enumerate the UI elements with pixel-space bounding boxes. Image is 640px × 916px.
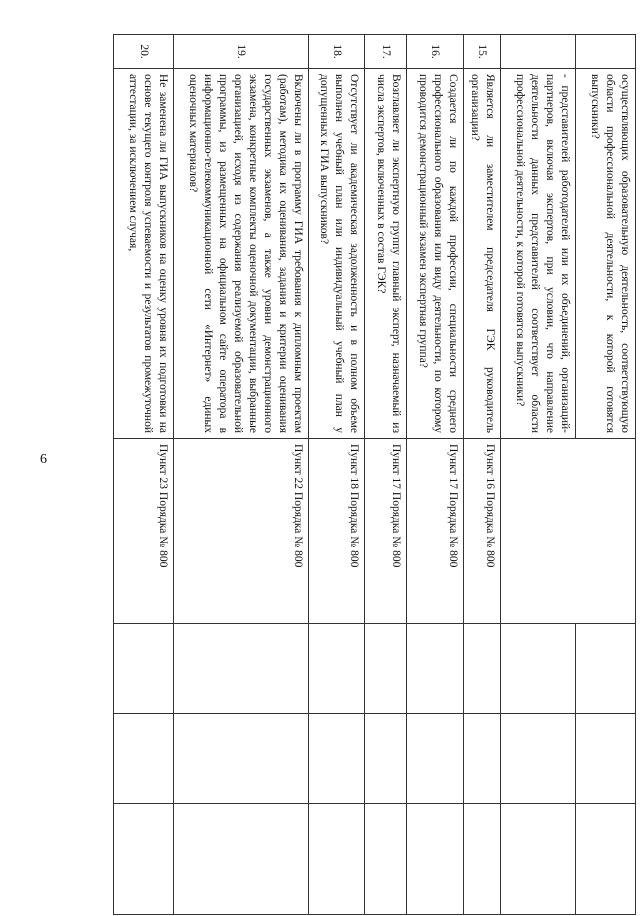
answer-yes-cell xyxy=(114,624,174,714)
row-number: 18. xyxy=(309,35,365,69)
reference-cell: Пункт 17 Порядка № 800 xyxy=(407,439,464,624)
answer-yes-cell xyxy=(501,624,576,714)
answer-yes-cell xyxy=(407,624,464,714)
notes-cell xyxy=(464,804,501,915)
row-number: 17. xyxy=(365,35,407,69)
table-row xyxy=(309,35,365,915)
answer-no-cell xyxy=(464,714,501,804)
rotated-table-wrapper xyxy=(80,34,636,914)
answer-no-cell xyxy=(114,714,174,804)
reference-cell: Пункт 22 Порядка № 800 xyxy=(174,439,309,624)
notes-cell xyxy=(501,804,576,915)
row-number: 16. xyxy=(407,35,464,69)
question-cell: - представителей работодателей или их объединений, организаций-партнеров, включая экспертов, при условии, что направление деятельности данных представителей соответствует области профессиональной деятельности, к которой готовятся выпускники? xyxy=(501,69,576,439)
question-cell: Является ли заместителем председателя ГЭК руководитель организации? xyxy=(464,69,501,439)
reference-cell: Пункт 16 Порядка № 800 xyxy=(464,439,501,624)
table-row xyxy=(114,35,174,915)
notes-cell xyxy=(365,804,407,915)
answer-yes-cell xyxy=(365,624,407,714)
row-number: 15. xyxy=(464,35,501,69)
notes-cell xyxy=(407,804,464,915)
answer-no-cell xyxy=(407,714,464,804)
answer-no-cell xyxy=(174,714,309,804)
checklist-table xyxy=(113,34,636,915)
question-cell: Включены ли в программу ГИА требования к дипломным проектам (работам), методика их оценивания, задания и критерии оценивания государственных экзаменов, а также уровни демонстрационного экзамена, конкретные комплекты оценочной документации, выбранные организацией, исходя из содержания реализуемой образовательной программы, из размещенных на официальном сайте оператора в информационно-телекоммуникационной сети «Интернет» единых оценочных материалов? xyxy=(174,69,309,439)
question-cell: Не заменена ли ГИА выпускников на оценку уровня их подготовки на основе текущего контроля успеваемости и результатов промежуточной аттестации, за исключением случая, xyxy=(114,69,174,439)
reference-cell: Пункт 18 Порядка № 800 xyxy=(309,439,365,624)
answer-yes-cell xyxy=(464,624,501,714)
reference-cell: Пункт 17 Порядка № 800 xyxy=(365,439,407,624)
question-cell: Возглавляет ли экспертную группу главный эксперт, назначаемый из числа экспертов, включенных в состав ГЭК? xyxy=(365,69,407,439)
answer-yes-cell xyxy=(174,624,309,714)
page-number: 6 xyxy=(40,452,47,467)
table-row xyxy=(407,35,464,915)
reference-cell xyxy=(501,439,636,624)
notes-cell xyxy=(309,804,365,915)
answer-no-cell xyxy=(365,714,407,804)
row-number xyxy=(501,35,576,69)
answer-yes-cell xyxy=(576,624,636,714)
answer-yes-cell xyxy=(309,624,365,714)
question-cell: осуществляющих образовательную деятельность, соответствующую области профессиональной деятельности, к которой готовятся выпускники? xyxy=(576,69,636,439)
table-row xyxy=(365,35,407,915)
row-number xyxy=(576,35,636,69)
table-row xyxy=(174,35,309,915)
table-row xyxy=(576,35,636,915)
answer-no-cell xyxy=(576,714,636,804)
question-cell: Отсутствует ли академическая задолженность и в полном объеме выполнен учебный план или индивидуальный учебный план у допущенных к ГИА выпускников? xyxy=(309,69,365,439)
notes-cell xyxy=(114,804,174,915)
table-row xyxy=(464,35,501,915)
question-cell: Создается ли по каждой профессии, специальности среднего профессионального образования или виду деятельности, по которому проводится демонстрационный экзамен экспертная группа? xyxy=(407,69,464,439)
row-number: 19. xyxy=(174,35,309,69)
row-number: 20. xyxy=(114,35,174,69)
answer-no-cell xyxy=(501,714,576,804)
notes-cell xyxy=(576,804,636,915)
notes-cell xyxy=(174,804,309,915)
answer-no-cell xyxy=(309,714,365,804)
reference-cell: Пункт 23 Порядка № 800 xyxy=(114,439,174,624)
